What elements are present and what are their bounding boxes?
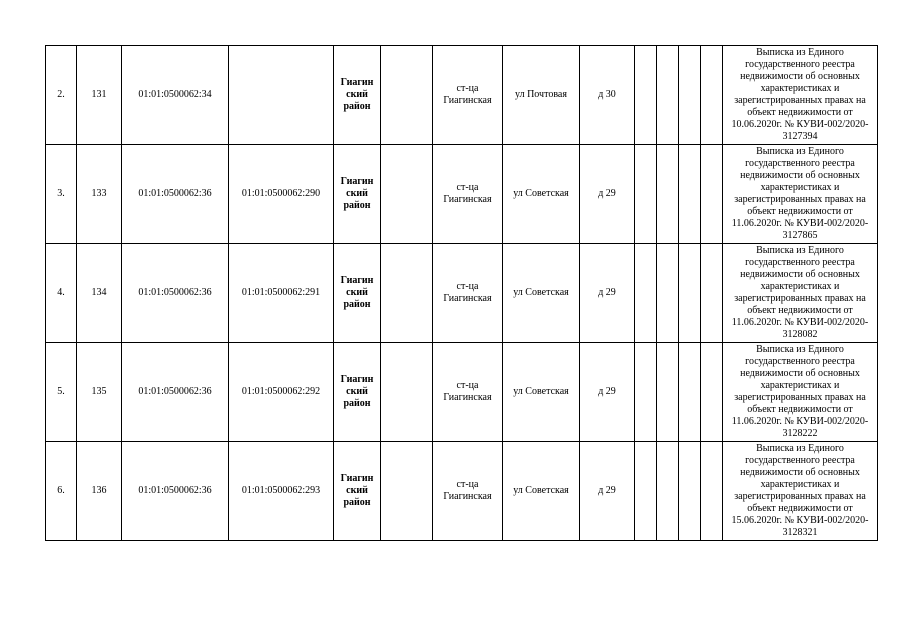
document-note-cell: Выписка из Единого государственного реестра недвижимости об основных характеристиках и зарегистрированных правах на объект недвижимости от 10.06.2020г. № КУВИ-002/2020-3127394 <box>723 46 878 145</box>
cadastral-number-2-cell <box>229 46 334 145</box>
empty-cell <box>635 46 657 145</box>
table-row <box>46 343 878 442</box>
id-cell: 136 <box>77 442 122 541</box>
id-cell: 133 <box>77 145 122 244</box>
cadastral-number-cell: 01:01:0500062:36 <box>122 343 229 442</box>
empty-cell <box>679 145 701 244</box>
cadastral-number-cell: 01:01:0500062:36 <box>122 244 229 343</box>
settlement-cell: ст-ца Гиагинская <box>433 442 503 541</box>
empty-cell <box>381 46 433 145</box>
empty-cell <box>635 145 657 244</box>
cadastral-number-cell: 01:01:0500062:36 <box>122 145 229 244</box>
district-cell: Гиагин ский район <box>334 145 381 244</box>
cadastral-number-cell: 01:01:0500062:34 <box>122 46 229 145</box>
registry-table-body <box>46 46 878 541</box>
empty-cell <box>657 145 679 244</box>
empty-cell <box>657 244 679 343</box>
street-cell: ул Советская <box>503 244 580 343</box>
street-cell: ул Почтовая <box>503 46 580 145</box>
cadastral-number-2-cell: 01:01:0500062:293 <box>229 442 334 541</box>
empty-cell <box>679 442 701 541</box>
street-cell: ул Советская <box>503 145 580 244</box>
table-row <box>46 244 878 343</box>
empty-cell <box>679 343 701 442</box>
id-cell: 135 <box>77 343 122 442</box>
empty-cell <box>657 442 679 541</box>
empty-cell <box>657 46 679 145</box>
street-cell: ул Советская <box>503 442 580 541</box>
empty-cell <box>679 244 701 343</box>
district-cell: Гиагин ский район <box>334 46 381 145</box>
registry-table <box>45 45 878 541</box>
empty-cell <box>701 46 723 145</box>
house-cell: д 29 <box>580 343 635 442</box>
row-number-cell: 5. <box>46 343 77 442</box>
settlement-cell: ст-ца Гиагинская <box>433 46 503 145</box>
document-note-cell: Выписка из Единого государственного реестра недвижимости об основных характеристиках и зарегистрированных правах на объект недвижимости от 11.06.2020г. № КУВИ-002/2020-3128222 <box>723 343 878 442</box>
table-row <box>46 46 878 145</box>
document-note-cell: Выписка из Единого государственного реестра недвижимости об основных характеристиках и зарегистрированных правах на объект недвижимости от 15.06.2020г. № КУВИ-002/2020-3128321 <box>723 442 878 541</box>
empty-cell <box>701 343 723 442</box>
id-cell: 134 <box>77 244 122 343</box>
district-cell: Гиагин ский район <box>334 343 381 442</box>
settlement-cell: ст-ца Гиагинская <box>433 244 503 343</box>
district-cell: Гиагин ский район <box>334 442 381 541</box>
id-cell: 131 <box>77 46 122 145</box>
empty-cell <box>657 343 679 442</box>
house-cell: д 29 <box>580 442 635 541</box>
district-cell: Гиагин ский район <box>334 244 381 343</box>
settlement-cell: ст-ца Гиагинская <box>433 343 503 442</box>
cadastral-number-2-cell: 01:01:0500062:290 <box>229 145 334 244</box>
empty-cell <box>381 145 433 244</box>
empty-cell <box>679 46 701 145</box>
row-number-cell: 2. <box>46 46 77 145</box>
cadastral-number-2-cell: 01:01:0500062:291 <box>229 244 334 343</box>
empty-cell <box>701 442 723 541</box>
document-note-cell: Выписка из Единого государственного реестра недвижимости об основных характеристиках и зарегистрированных правах на объект недвижимости от 11.06.2020г. № КУВИ-002/2020-3128082 <box>723 244 878 343</box>
table-row <box>46 145 878 244</box>
empty-cell <box>381 442 433 541</box>
empty-cell <box>635 244 657 343</box>
row-number-cell: 6. <box>46 442 77 541</box>
empty-cell <box>701 145 723 244</box>
empty-cell <box>381 244 433 343</box>
street-cell: ул Советская <box>503 343 580 442</box>
house-cell: д 30 <box>580 46 635 145</box>
document-note-cell: Выписка из Единого государственного реестра недвижимости об основных характеристиках и зарегистрированных правах на объект недвижимости от 11.06.2020г. № КУВИ-002/2020-3127865 <box>723 145 878 244</box>
empty-cell <box>701 244 723 343</box>
cadastral-number-2-cell: 01:01:0500062:292 <box>229 343 334 442</box>
house-cell: д 29 <box>580 145 635 244</box>
row-number-cell: 4. <box>46 244 77 343</box>
row-number-cell: 3. <box>46 145 77 244</box>
house-cell: д 29 <box>580 244 635 343</box>
empty-cell <box>381 343 433 442</box>
table-row <box>46 442 878 541</box>
settlement-cell: ст-ца Гиагинская <box>433 145 503 244</box>
cadastral-number-cell: 01:01:0500062:36 <box>122 442 229 541</box>
empty-cell <box>635 442 657 541</box>
empty-cell <box>635 343 657 442</box>
